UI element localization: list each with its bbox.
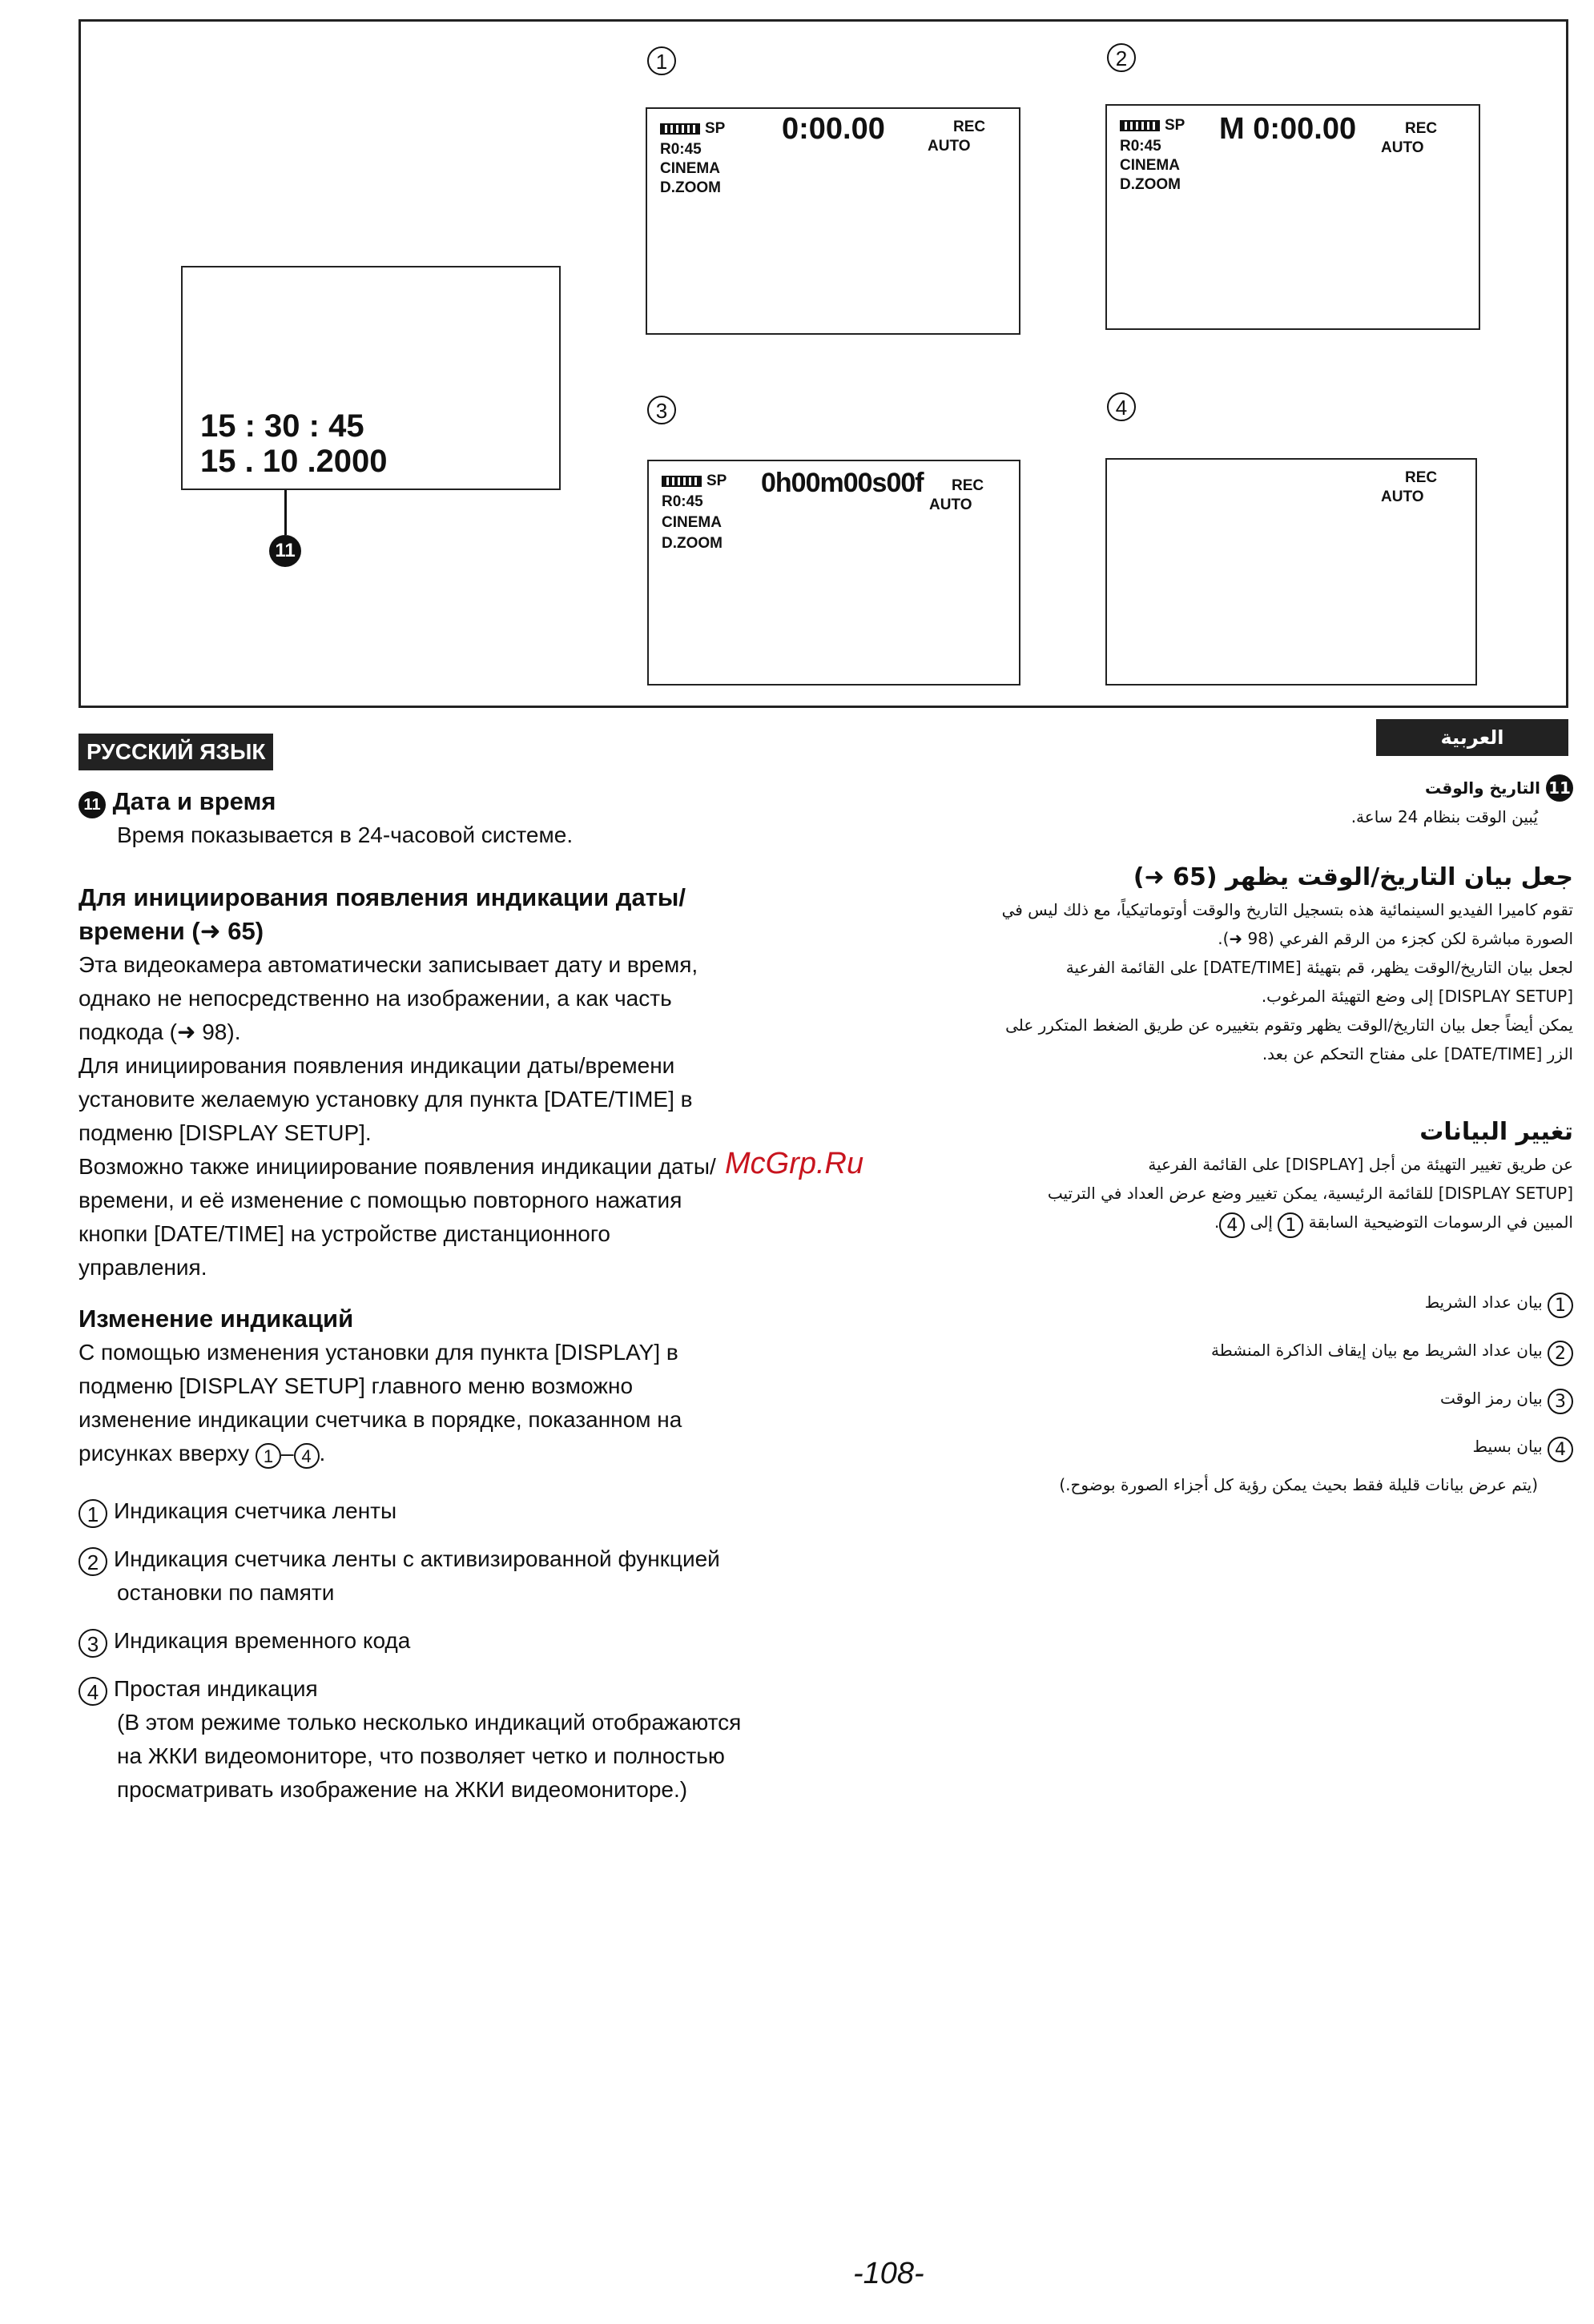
panel-1-rec: REC — [953, 119, 986, 135]
panel-2-tape-mode: SP — [1120, 117, 1185, 135]
main-screen — [181, 266, 561, 490]
panel-3-rec: REC — [952, 477, 984, 494]
clock-time: 15 : 30 : 45 — [200, 408, 364, 444]
callout-number: 11 — [269, 535, 301, 567]
panel-1-screen — [646, 107, 1020, 335]
panel-4-rec: REC — [1405, 469, 1438, 486]
ru-section1-title-b: времени (➜ 65) — [78, 917, 264, 945]
ru-sec2-line-last: рисунках вверху 1 – 4 . — [78, 1437, 880, 1470]
panel-2-rec: REC — [1405, 120, 1438, 137]
russian-language-label: РУССКИЙ ЯЗЫК — [78, 734, 273, 770]
ar-section-change-display: تغيير البيانات عن طريق تغيير التهيئة من أجل [DISPLAY] على القائمة الفرعية [DISPLAY SETUP] للقائمة الرئيسية، يمكن تغيير وضع عرض العداد في الترتيب المبين في الرسومات التوضيحية السابقة 1 إلى 4. — [916, 1115, 1573, 1238]
ru-sec1-line: Возможно также инициирование появления индикации даты/ — [78, 1154, 716, 1179]
clock-date: 15 . 10 .2000 — [200, 444, 388, 479]
callout-line — [284, 490, 287, 535]
item-11-badge: 11 — [78, 791, 106, 818]
ru-item-11-title: Дата и время — [112, 787, 276, 815]
panel-2-mode2: D.ZOOM — [1120, 176, 1181, 193]
callout-marker — [269, 535, 301, 567]
panel-1-auto: AUTO — [928, 138, 971, 155]
page-number: -108- — [853, 2257, 924, 2290]
ru-section1-title-a: Для инициирования появления индикации даты/ — [78, 883, 686, 911]
ru-list-item-1: 1 Индикация счетчика ленты — [78, 1494, 880, 1528]
ru-sec1-line: установите желаемую установку для пункта [DATE/TIME] в — [78, 1087, 693, 1112]
ar-item-11-badge: 11 — [1546, 774, 1573, 802]
panel-3-timecode: 0h00m00s00f — [761, 468, 924, 498]
battery-icon — [662, 476, 702, 487]
ar-list: 1 بيان عداد الشريط 2 بيان عداد الشريط مع بيان إيقاف الذاكرة المنشطة 3 بيان رمز الوقت 4 بيان بسيط (يتم عرض بيانات قليلة فقط بحيث يمكن رؤية كل أجزاء الصورة بوضوح.) — [916, 1278, 1573, 1499]
panel-2-remaining: R0:45 — [1120, 138, 1161, 155]
panel-3-screen — [647, 460, 1020, 686]
panel-2-mode1: CINEMA — [1120, 157, 1180, 174]
panel-3-label: 3 — [647, 396, 676, 424]
ru-sec1-line: кнопки [DATE/TIME] на устройстве дистанционного — [78, 1221, 611, 1246]
panel-3-mode2: D.ZOOM — [662, 535, 723, 552]
ar-section2-title: تغيير البيانات — [1419, 1118, 1573, 1146]
ru-list-item-4: 4 Простая индикация (В этом режиме только несколько индикаций отображаются на ЖКИ видеомониторе, что позволяет четко и полностью просматривать изображение на ЖКИ видеомониторе.) — [78, 1672, 880, 1807]
panel-1-remaining: R0:45 — [660, 141, 702, 158]
ru-sec1-line: подкода (➜ 98). — [78, 1019, 241, 1044]
panel-4-label: 4 — [1107, 392, 1136, 421]
panel-4-screen — [1105, 458, 1477, 686]
ru-sec2-line: С помощью изменения установки для пункта [DISPLAY] в — [78, 1340, 678, 1365]
ar-item-11 — [1012, 774, 1573, 831]
panel-1-tape-mode: SP — [660, 120, 725, 138]
ru-item-11-text: Время показывается в 24-часовой системе. — [117, 822, 574, 847]
panel-2-screen — [1105, 104, 1480, 330]
panel-3-tape-mode: SP — [662, 472, 727, 490]
ru-list-item-3: 3 Индикация временного кода — [78, 1624, 880, 1658]
panel-4-auto: AUTO — [1381, 489, 1424, 505]
panel-2-counter: M 0:00.00 — [1219, 112, 1357, 146]
ru-section-change-display — [78, 1302, 880, 1470]
panel-1-mode1: CINEMA — [660, 160, 720, 177]
panel-1-label: 1 — [647, 46, 676, 75]
battery-icon — [1120, 120, 1160, 131]
panel-2-label: 2 — [1107, 43, 1136, 72]
panel-1-mode2: D.ZOOM — [660, 179, 721, 196]
arabic-language-label: العربية — [1376, 719, 1568, 756]
panel-2-auto: AUTO — [1381, 139, 1424, 156]
panel-1-counter: 0:00.00 — [782, 112, 885, 146]
ru-sec1-line: Для инициирования появления индикации даты/времени — [78, 1053, 675, 1078]
panel-3-remaining: R0:45 — [662, 493, 703, 510]
ru-sec1-line: однако не непосредственно на изображении, а как часть — [78, 986, 672, 1011]
ru-sec2-line: подменю [DISPLAY SETUP] главного меню возможно — [78, 1373, 634, 1398]
ru-item-11 — [78, 785, 880, 852]
ru-sec1-line: Эта видеокамера автоматически записывает дату и время, — [78, 952, 698, 977]
ru-sec2-line: изменение индикации счетчика в порядке, показанном на — [78, 1407, 682, 1432]
battery-icon — [660, 123, 700, 135]
ru-section2-title: Изменение индикаций — [78, 1305, 354, 1333]
ar-section1-title: جعل بيان التاريخ/الوقت يظهر (65 ➜) — [1133, 863, 1573, 891]
ru-sec1-line: управления. — [78, 1255, 207, 1280]
ru-list-item-2: 2 Индикация счетчика ленты с активизированной функцией остановки по памяти — [78, 1542, 880, 1610]
ru-sec1-line: подменю [DISPLAY SETUP]. — [78, 1120, 372, 1145]
ar-item-11-text: يُبين الوقت بنظام 24 ساعة. — [1350, 807, 1538, 826]
ru-sec1-line: времени, и её изменение с помощью повторного нажатия — [78, 1188, 682, 1212]
ar-section-display-date: جعل بيان التاريخ/الوقت يظهر (65 ➜) تقوم كاميرا الفيديو السينمائية هذه بتسجيل التاريخ والوقت أوتوماتيكياً، مع ذلك ليس في الصورة مباشرة لكن كجزء من الرقم الفرعي (98 ➜). لجعل بيان التاريخ/الوقت يظهر، قم بتهيئة [DATE/TIME] على القائمة الفرعية [DISPLAY SETUP] إلى وضع التهيئة المرغوب. يمكن أيضاً جعل بيان التاريخ/الوقت يظهر وتقوم بتغييره عن طريق الضغط المتكرر على الزر [DATE/TIME] على مفتاح التحكم عن بعد. — [916, 860, 1573, 1068]
ar-item-11-title: التاريخ والوقت — [1424, 778, 1541, 798]
watermark: McGrp.Ru — [725, 1147, 864, 1180]
panel-3-auto: AUTO — [929, 497, 972, 513]
ru-section-display-date — [78, 881, 880, 1285]
panel-3-mode1: CINEMA — [662, 514, 722, 531]
